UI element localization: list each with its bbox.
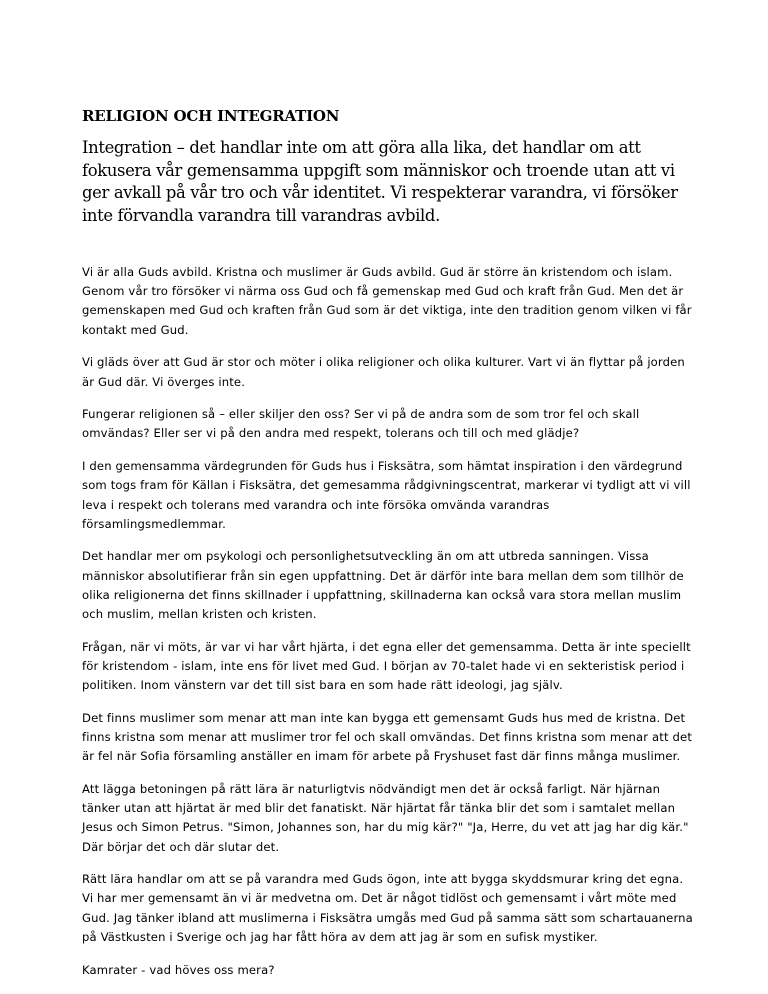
body-paragraph: Att lägga betoningen på rätt lära är naturligtvis nödvändigt men det är också farligt. När hjärnan tänker utan att hjärtat är med blir det fanatiskt. När hjärtat får tänka blir det som i samtalet mellan Jesus och Simon Petrus. "Simon, Johannes son, har du mig kär?" "Ja, Herre, du vet att jag har dig kär." Där börjar det och där slutar det.	[82, 781, 689, 854]
document-body	[82, 263, 694, 993]
body-paragraph: I den gemensamma värdegrunden för Guds hus i Fisksätra, som hämtat inspiration i den värdegrund som togs fram för Källan i Fisksätra, det gemesamma rådgivningscentrat, markerar vi tydligt att vi vill leva i respekt och tolerans med varandra och inte försöka omvända varandras församlingsmedlemmar.	[82, 459, 691, 531]
body-paragraph: Vi gläds över att Gud är stor och möter i olika religioner och olika kulturer. Vart vi än flyttar på jorden är Gud där. Vi överges inte.	[82, 355, 685, 389]
document-heading: RELIGION OCH INTEGRATION	[82, 107, 340, 125]
lead-paragraph: Integration – det handlar inte om att göra alla lika, det handlar om att fokusera vår gemensamma uppgift som människor och troende utan att vi ger avkall på vår tro och vår identitet. Vi respekterar varandra, vi försöker inte förvandla varandra till varandras avbild.	[82, 138, 678, 225]
body-paragraph: Det finns muslimer som menar att man inte kan bygga ett gemensamt Guds hus med de kristna. Det finns kristna som menar att muslimer tror fel och skall omvändas. Det finns kristna som menar att det är fel när Sofia församling anställer en imam för arbete på Fryshuset fast där finns många muslimer.	[82, 710, 693, 764]
body-paragraph: Fungerar religionen så – eller skiljer den oss? Ser vi på de andra som de som tror fel och skall omvändas? Eller ser vi på den andra med respekt, tolerans och till och med glädje?	[82, 407, 640, 441]
body-paragraph: Frågan, när vi möts, är var vi har vårt hjärta, i det egna eller det gemensamma. Detta är inte speciellt för kristendom - islam, inte ens för livet med Gud. I början av 70-talet hade vi en sekteristisk period i politiken. Inom vänstern var det till sist bara en som hade rätt ideologi, jag själv.	[82, 639, 691, 693]
body-paragraph: Rätt lära handlar om att se på varandra med Guds ögon, inte att bygga skyddsmurar kring det egna. Vi har mer gemensamt än vi är medvetna om. Det är något tidlöst och gemensamt i vårt möte med Gud. Jag tänker ibland att muslimerna i Fisksätra umgås med Gud på samma sätt som schartauanerna på Västkusten i Sverige och jag har fått höra av dem att jag är som en sufisk mystiker.	[82, 872, 693, 944]
body-paragraph: Vi är alla Guds avbild. Kristna och muslimer är Guds avbild. Gud är större än kristendom och islam. Genom vår tro försöker vi närma oss Gud och få gemenskap med Gud och kraft från Gud. Men det är gemenskapen med Gud och kraften från Gud som är det viktiga, inte den tradition genom vilken vi får kontakt med Gud.	[82, 265, 692, 337]
body-paragraph: Det handlar mer om psykologi och personlighetsutveckling än om att utbreda sanningen. Vissa människor absolutifierar från sin egen uppfattning. Det är därför inte bara mellan dem som tillhör de olika religionerna det finns skillnader i uppfattning, skillnaderna kan också vara stora mellan muslim och muslim, mellan kristen och kristen.	[82, 549, 684, 622]
body-paragraph: Kamrater - vad höves oss mera?	[82, 962, 275, 977]
